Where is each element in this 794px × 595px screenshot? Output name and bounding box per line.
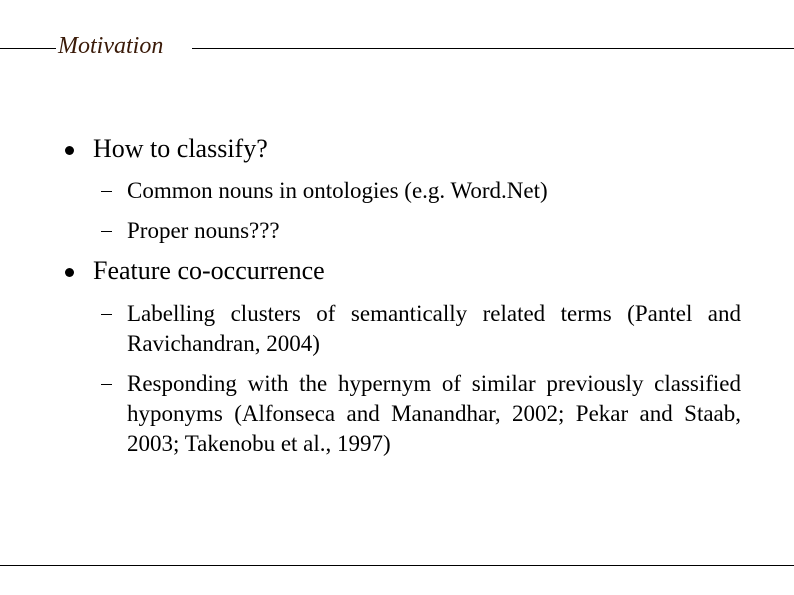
dash-icon (101, 314, 112, 315)
dash-icon (101, 231, 112, 232)
bullet-text: Feature co-occurrence (93, 256, 325, 285)
dash-icon (101, 384, 112, 385)
title-rule-left (0, 48, 56, 49)
subitem-text: Proper nouns??? (127, 218, 280, 243)
dash-icon (101, 191, 112, 192)
title-rule-right (192, 48, 794, 49)
bottom-rule (0, 565, 794, 566)
subitem-text: Labelling clusters of semantically related terms (Pantel and Ravichandran, 2004) (127, 301, 741, 356)
bullet-dot-icon (65, 268, 74, 277)
slide-title: Motivation (58, 33, 164, 59)
subitem-text: Responding with the hypernym of similar previously classified hyponyms (Alfonseca and Manandhar, 2002; Pekar and Staab, 2003; Takenobu et al., 1997) (127, 371, 741, 456)
bullet-dot-icon (65, 146, 74, 155)
bullet-text: How to classify? (93, 134, 268, 163)
subitem-text: Common nouns in ontologies (e.g. Word.Net) (127, 178, 548, 203)
